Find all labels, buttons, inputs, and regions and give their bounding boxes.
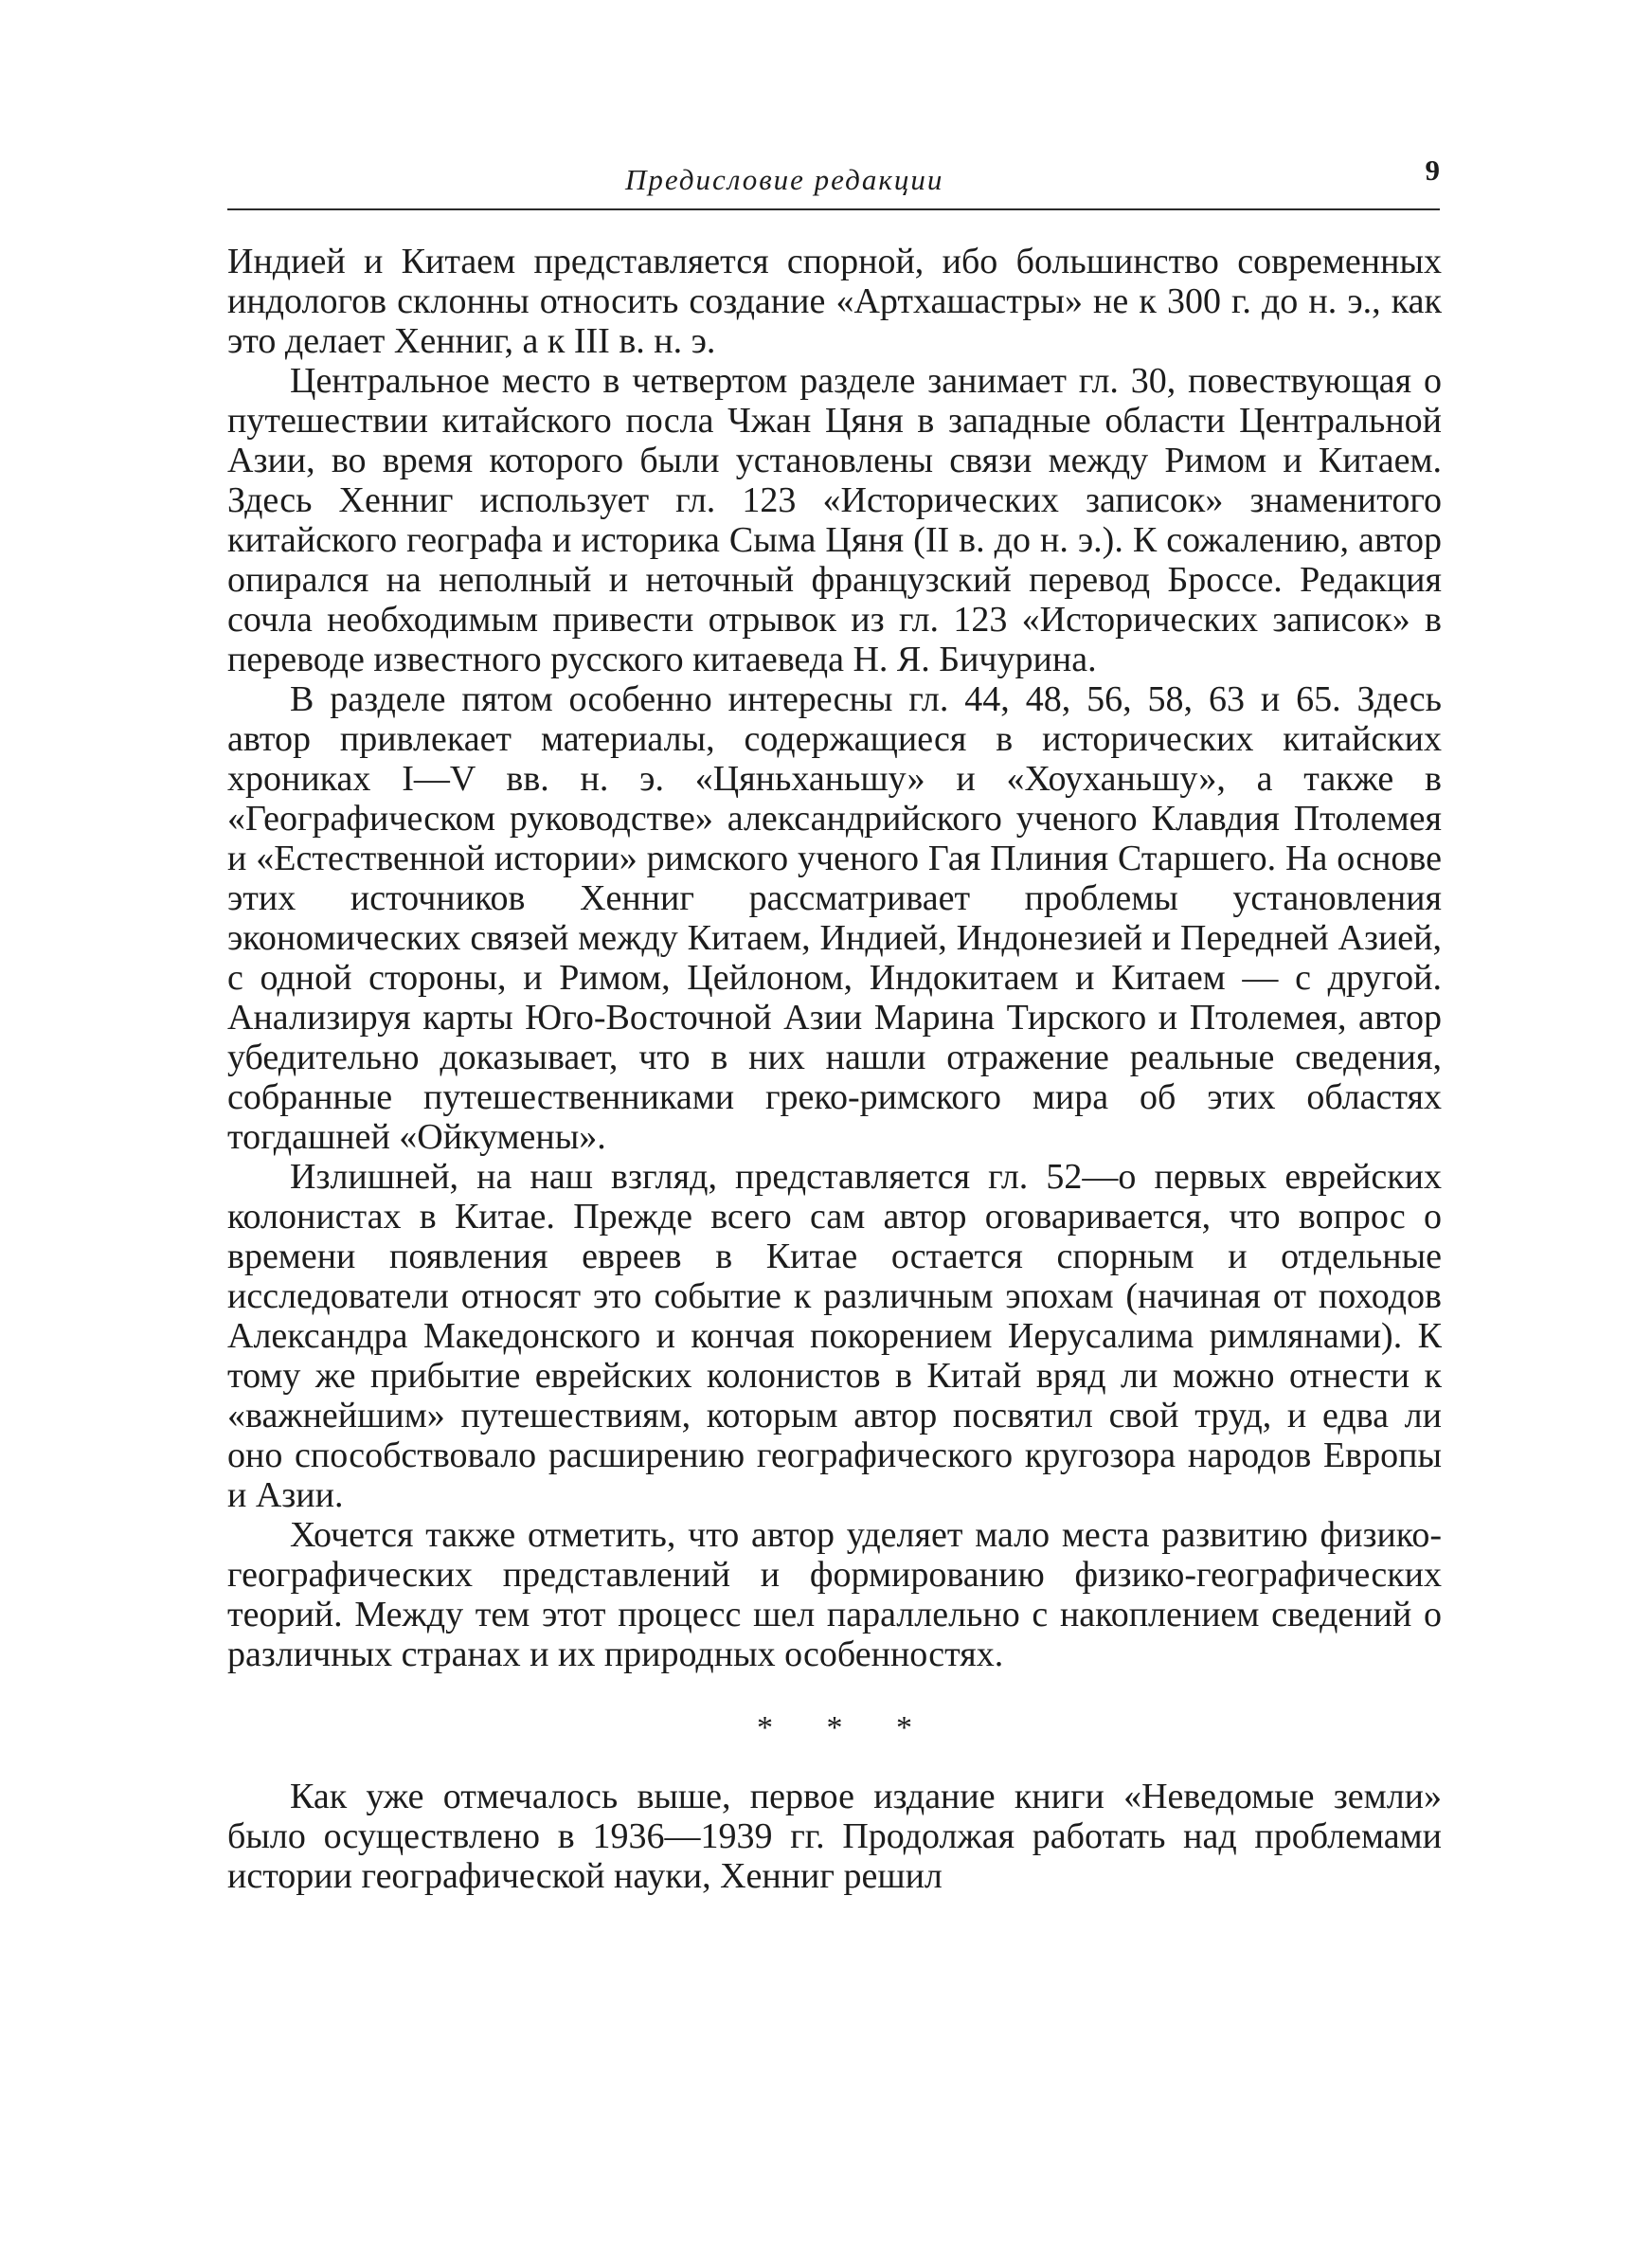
paragraph: Центральное место в четвертом разделе занимает гл. 30, повествующая о путешествии китайского посла Чжан Цяня в западные области Центральной Азии, во время которого были установлены связи между Римом и Китаем. Здесь Хенниг использует гл. 123 «Исторических записок» знаменитого китайского географа и историка Сыма Цяня (II в. до н. э.). К сожалению, автор опирался на неполный и неточный французский перевод Броссе. Редакция сочла необходимым привести отрывок из гл. 123 «Исторических записок» в переводе известного русского китаеведа Н. Я. Бичурина. — [227, 361, 1442, 679]
paragraph: Индией и Китаем представляется спорной, ибо большинство современных индологов склонны относить создание «Артхашастры» не к 300 г. до н. э., как это делает Хенниг, а к III в. н. э. — [227, 242, 1442, 361]
section-separator: * * * — [757, 1710, 935, 1745]
paragraph: Хочется также отметить, что автор уделяет мало места развитию физико-географических представлений и формированию физико-географических теорий. Между тем этот процесс шел параллельно с накоплением сведений о различных странах и их природных особенностях. — [227, 1515, 1442, 1674]
page-number: 9 — [1425, 153, 1440, 187]
closing-paragraph: Как уже отмечалось выше, первое издание книги «Неведомые земли» было осуществлено в 1936—1939 гг. Продолжая работать над проблемами истории географической науки, Хенниг решил — [227, 1777, 1442, 1896]
paragraph: В разделе пятом особенно интересны гл. 44, 48, 56, 58, 63 и 65. Здесь автор привлекает материалы, содержащиеся в исторических китайских хрониках I—V вв. н. э. «Цяньханьшу» и «Хоуханьшу», а также в «Географическом руководстве» александрийского ученого Клавдия Птолемея и «Естественной истории» римского ученого Гая Плиния Старшего. На основе этих источников Хенниг рассматривает проблемы установления экономических связей между Китаем, Индией, Индонезией и Передней Азией, с одной стороны, и Римом, Цейлоном, Индокитаем и Китаем — с другой. Анализируя карты Юго-Восточной Азии Марина Тирского и Птолемея, автор убедительно доказывает, что в них нашли отражение реальные сведения, собранные путешественниками греко-римского мира об этих областях тогдашней «Ойкумены». — [227, 679, 1442, 1157]
running-title: Предисловие редакции — [625, 163, 944, 196]
paragraph: Излишней, на наш взгляд, представляется гл. 52—о первых еврейских колонистах в Китае. Прежде всего сам автор оговаривается, что вопрос о времени появления евреев в Китае остается спорным и отдельные исследователи относят это событие к различным эпохам (начиная от походов Александра Македонского и кончая покорением Иерусалима римлянами). К тому же прибытие еврейских колонистов в Китай вряд ли можно отнести к «важнейшим» путешествиям, которым автор посвятил свой труд, и едва ли оно способствовало расширению географического кругозора народов Европы и Азии. — [227, 1157, 1442, 1515]
running-header — [227, 153, 1440, 210]
body-text — [227, 242, 1442, 1896]
